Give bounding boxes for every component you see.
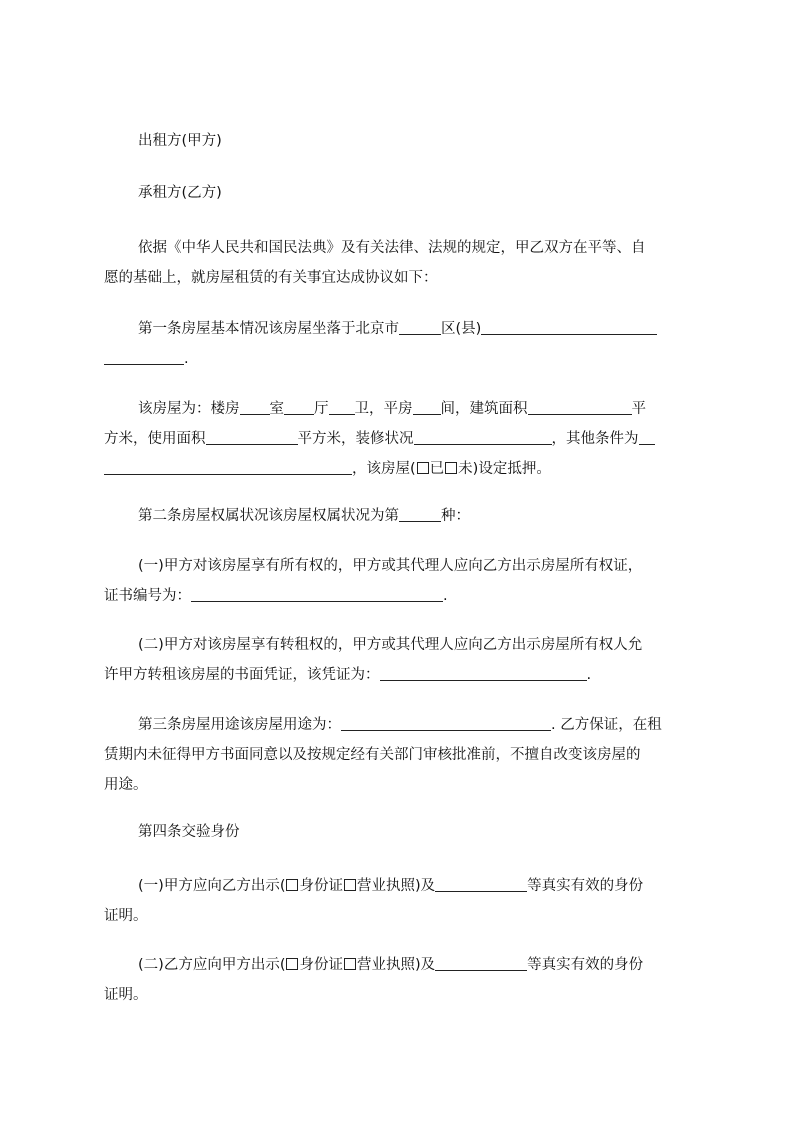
address-blank <box>481 320 657 335</box>
other-conditions-blank-continued <box>104 460 352 475</box>
district-blank <box>399 320 441 335</box>
bungalow-rooms-blank <box>413 400 441 415</box>
ownership-type-blank <box>399 507 441 522</box>
certificate-number-blank <box>191 587 443 602</box>
rooms-blank <box>240 400 270 415</box>
ownership-item1-paragraph: (一)甲方对该房屋享有所有权的，甲方或其代理人应向乙方出示房屋所有权证， 证书编号为： . <box>104 558 643 604</box>
usage-blank <box>341 716 551 731</box>
article3-paragraph: 第三条房屋用途该房屋用途为： . 乙方保证，在租 赁期内未征得甲方书面同意以及按规定经有关部门审核批准前，不擅自改变该房屋的 用途。 <box>104 717 662 793</box>
article4-title: 第四条交验身份 <box>138 824 240 840</box>
business-license-checkbox[interactable] <box>344 958 356 970</box>
usable-area-blank <box>206 430 298 445</box>
house-description-paragraph: 该房屋为：楼房 室 厅 卫，平房 间，建筑面积 平 方米，使用面积 平方米，装修状况 ，其他条件为 ，该房屋( 已 未)设定抵押。 <box>104 394 699 484</box>
baths-blank <box>329 400 355 415</box>
article2-paragraph: 第二条房屋权属状况该房屋权属状况为第 种： <box>138 508 470 524</box>
halls-blank <box>284 400 314 415</box>
preamble-paragraph: 依据《中华人民共和国民法典》及有关法律、法规的规定，甲乙双方在平等、自 愿的基础上，就房屋租赁的有关事宜达成协议如下： <box>104 240 646 286</box>
other-id-blank <box>435 956 527 971</box>
identity-item2-paragraph: (二)乙方应向甲方出示( 身份证 营业执照)及 等真实有效的身份 证明。 <box>104 957 644 1003</box>
address-blank-continued <box>104 350 184 365</box>
id-card-checkbox[interactable] <box>286 958 298 970</box>
identity-item1-paragraph: (一)甲方应向乙方出示( 身份证 营业执照)及 等真实有效的身份 证明。 <box>104 878 644 924</box>
decoration-blank <box>414 430 552 445</box>
floor-area-blank <box>528 400 632 415</box>
article1-paragraph: 第一条房屋基本情况该房屋坐落于北京市 区(县) . <box>104 314 699 374</box>
business-license-checkbox[interactable] <box>344 879 356 891</box>
mortgaged-checkbox[interactable] <box>417 462 429 474</box>
other-id-blank <box>435 877 527 892</box>
id-card-checkbox[interactable] <box>286 879 298 891</box>
other-conditions-blank <box>639 430 655 445</box>
sublease-voucher-blank <box>380 666 587 681</box>
not-mortgaged-checkbox[interactable] <box>445 462 457 474</box>
ownership-item2-paragraph: (二)甲方对该房屋享有转租权的，甲方或其代理人应向乙方出示房屋所有权人允 许甲方转租该房屋的书面凭证，该凭证为： . <box>104 637 643 683</box>
lessee-line: 承租方(乙方) <box>138 185 222 201</box>
lessor-line: 出租方(甲方) <box>138 133 222 149</box>
